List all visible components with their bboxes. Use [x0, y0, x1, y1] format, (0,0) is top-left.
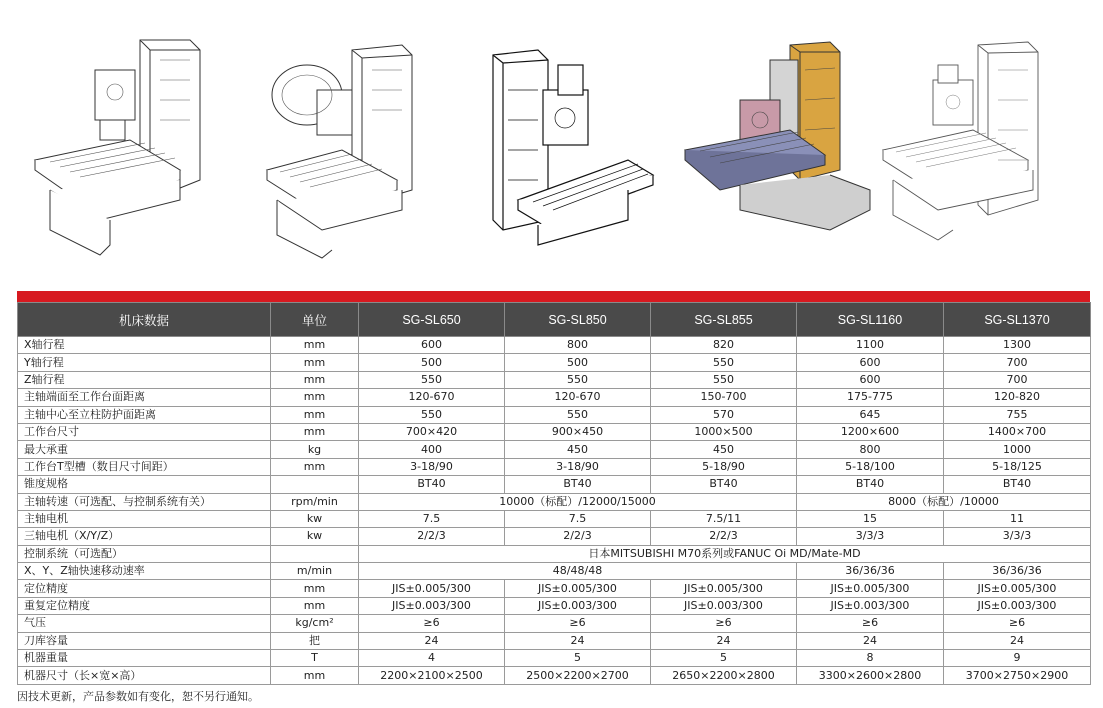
table-row — [18, 615, 1091, 632]
table-cell: 500 — [505, 354, 651, 371]
table-cell: 900×450 — [505, 423, 651, 440]
table-cell: BT40 — [505, 476, 651, 493]
table-row — [18, 389, 1091, 406]
row-label: Y轴行程 — [18, 354, 271, 371]
table-cell: 500 — [359, 354, 505, 371]
table-cell: JIS±0.005/300 — [505, 580, 651, 597]
table-row — [18, 476, 1091, 493]
row-label: 主轴转速（可选配、与控制系统有关） — [18, 493, 271, 510]
row-unit: mm — [271, 597, 359, 614]
table-cell: JIS±0.005/300 — [944, 580, 1091, 597]
table-cell: 600 — [797, 371, 944, 388]
row-unit: 把 — [271, 632, 359, 649]
table-cell: 700×420 — [359, 423, 505, 440]
table-cell: 3/3/3 — [944, 528, 1091, 545]
table-cell: 5-18/125 — [944, 458, 1091, 475]
table-cell: 550 — [359, 371, 505, 388]
row-unit: rpm/min — [271, 493, 359, 510]
row-label: 气压 — [18, 615, 271, 632]
header-cell: SG-SL1370 — [944, 303, 1091, 337]
row-label: 锥度规格 — [18, 476, 271, 493]
spec-table-body — [18, 337, 1091, 685]
row-unit — [271, 476, 359, 493]
table-cell: 450 — [651, 441, 797, 458]
row-unit: mm — [271, 371, 359, 388]
table-cell: BT40 — [359, 476, 505, 493]
row-label: X轴行程 — [18, 337, 271, 354]
table-cell: 3/3/3 — [797, 528, 944, 545]
table-cell: 8000（标配）/10000 — [797, 493, 1091, 510]
table-row — [18, 597, 1091, 614]
row-label: 最大承重 — [18, 441, 271, 458]
row-unit: kw — [271, 510, 359, 527]
header-cell: SG-SL1160 — [797, 303, 944, 337]
row-label: 重复定位精度 — [18, 597, 271, 614]
table-cell: 755 — [944, 406, 1091, 423]
table-cell: 5 — [505, 650, 651, 667]
table-cell: JIS±0.003/300 — [505, 597, 651, 614]
row-label: 主轴端面至工作台面距离 — [18, 389, 271, 406]
row-unit: mm — [271, 458, 359, 475]
row-label: 三轴电机（X/Y/Z） — [18, 528, 271, 545]
table-cell: JIS±0.003/300 — [359, 597, 505, 614]
row-unit: mm — [271, 580, 359, 597]
header-cell: SG-SL650 — [359, 303, 505, 337]
header-cell: SG-SL850 — [505, 303, 651, 337]
spec-table — [17, 302, 1091, 685]
table-cell: 800 — [797, 441, 944, 458]
row-label: 控制系统（可选配） — [18, 545, 271, 562]
header-cell: SG-SL855 — [651, 303, 797, 337]
row-unit: mm — [271, 667, 359, 684]
row-label: 机器重量 — [18, 650, 271, 667]
row-label: 工作台尺寸 — [18, 423, 271, 440]
table-cell: 1100 — [797, 337, 944, 354]
table-cell: 175-775 — [797, 389, 944, 406]
table-cell: 3300×2600×2800 — [797, 667, 944, 684]
table-row — [18, 493, 1091, 510]
table-cell: 24 — [505, 632, 651, 649]
table-cell: 150-700 — [651, 389, 797, 406]
table-cell: 1000×500 — [651, 423, 797, 440]
machine-illustration-1-icon — [30, 30, 220, 260]
table-cell: 700 — [944, 354, 1091, 371]
table-cell: 3-18/90 — [359, 458, 505, 475]
row-unit: mm — [271, 423, 359, 440]
row-label: 刀库容量 — [18, 632, 271, 649]
table-cell: 3-18/90 — [505, 458, 651, 475]
table-cell: 120-820 — [944, 389, 1091, 406]
row-unit: T — [271, 650, 359, 667]
table-cell: JIS±0.003/300 — [944, 597, 1091, 614]
table-cell: 5-18/90 — [651, 458, 797, 475]
row-label: 定位精度 — [18, 580, 271, 597]
table-cell: 36/36/36 — [797, 563, 944, 580]
row-label: 工作台T型槽（数目尺寸间距） — [18, 458, 271, 475]
table-row — [18, 337, 1091, 354]
table-cell: 550 — [505, 406, 651, 423]
table-cell: 120-670 — [359, 389, 505, 406]
table-cell: 400 — [359, 441, 505, 458]
table-row — [18, 354, 1091, 371]
table-cell: 4 — [359, 650, 505, 667]
row-unit: kg — [271, 441, 359, 458]
table-cell: 48/48/48 — [359, 563, 797, 580]
table-cell: 9 — [944, 650, 1091, 667]
table-cell: 7.5/11 — [651, 510, 797, 527]
table-cell: 24 — [944, 632, 1091, 649]
table-cell: 36/36/36 — [944, 563, 1091, 580]
table-cell: 800 — [505, 337, 651, 354]
row-label: X、Y、Z轴快速移动速率 — [18, 563, 271, 580]
table-cell: 10000（标配）/12000/15000 — [359, 493, 797, 510]
table-cell: 2/2/3 — [505, 528, 651, 545]
row-unit: mm — [271, 337, 359, 354]
table-cell: 3700×2750×2900 — [944, 667, 1091, 684]
table-cell: 24 — [359, 632, 505, 649]
table-cell: 700 — [944, 371, 1091, 388]
row-unit: kw — [271, 528, 359, 545]
table-cell: 2650×2200×2800 — [651, 667, 797, 684]
table-cell: 24 — [651, 632, 797, 649]
table-cell: 820 — [651, 337, 797, 354]
header-cell: 单位 — [271, 303, 359, 337]
table-cell: 550 — [359, 406, 505, 423]
table-cell: 5 — [651, 650, 797, 667]
table-row — [18, 667, 1091, 684]
footnote: 因技术更新，产品参数如有变化，恕不另行通知。 — [17, 690, 259, 703]
machine-illustration-3-icon — [478, 30, 658, 260]
table-row — [18, 632, 1091, 649]
table-cell: 1300 — [944, 337, 1091, 354]
table-cell: JIS±0.005/300 — [651, 580, 797, 597]
machine-illustration-4-icon — [680, 30, 880, 260]
table-cell: 550 — [651, 354, 797, 371]
table-cell: 7.5 — [359, 510, 505, 527]
table-cell: 1000 — [944, 441, 1091, 458]
table-cell: 7.5 — [505, 510, 651, 527]
header-cell: 机床数据 — [18, 303, 271, 337]
row-unit: mm — [271, 354, 359, 371]
row-unit — [271, 545, 359, 562]
table-row — [18, 563, 1091, 580]
table-cell: 2/2/3 — [359, 528, 505, 545]
table-row — [18, 406, 1091, 423]
table-cell: 24 — [797, 632, 944, 649]
row-unit: m/min — [271, 563, 359, 580]
table-row — [18, 441, 1091, 458]
table-cell: 2200×2100×2500 — [359, 667, 505, 684]
table-cell: 600 — [359, 337, 505, 354]
row-unit: mm — [271, 406, 359, 423]
table-cell: 11 — [944, 510, 1091, 527]
table-cell: 日本MITSUBISHI M70系列或FANUC Oi MD/Mate-MD — [359, 545, 1091, 562]
table-cell: 15 — [797, 510, 944, 527]
table-cell: 570 — [651, 406, 797, 423]
table-row — [18, 371, 1091, 388]
table-cell: 120-670 — [505, 389, 651, 406]
table-cell: ≥6 — [651, 615, 797, 632]
machine-illustration-2-icon — [262, 30, 442, 260]
table-cell: 600 — [797, 354, 944, 371]
row-unit: mm — [271, 389, 359, 406]
table-cell: BT40 — [797, 476, 944, 493]
table-cell: 5-18/100 — [797, 458, 944, 475]
table-row — [18, 458, 1091, 475]
row-label: 主轴电机 — [18, 510, 271, 527]
table-cell: ≥6 — [359, 615, 505, 632]
table-row — [18, 580, 1091, 597]
table-cell: 1200×600 — [797, 423, 944, 440]
table-cell: JIS±0.005/300 — [797, 580, 944, 597]
table-cell: 2/2/3 — [651, 528, 797, 545]
table-row — [18, 545, 1091, 562]
table-row — [18, 423, 1091, 440]
row-label: 机器尺寸（长×宽×高） — [18, 667, 271, 684]
table-row — [18, 650, 1091, 667]
table-cell: ≥6 — [505, 615, 651, 632]
table-cell: BT40 — [651, 476, 797, 493]
table-cell: 550 — [651, 371, 797, 388]
table-cell: JIS±0.003/300 — [651, 597, 797, 614]
accent-bar — [17, 291, 1090, 302]
machine-illustrations — [0, 0, 1103, 285]
table-cell: JIS±0.003/300 — [797, 597, 944, 614]
table-cell: 1400×700 — [944, 423, 1091, 440]
table-cell: JIS±0.005/300 — [359, 580, 505, 597]
table-row — [18, 528, 1091, 545]
table-cell: 2500×2200×2700 — [505, 667, 651, 684]
table-cell: ≥6 — [944, 615, 1091, 632]
row-label: Z轴行程 — [18, 371, 271, 388]
table-cell: 450 — [505, 441, 651, 458]
table-cell: 8 — [797, 650, 944, 667]
machine-illustration-5-icon — [878, 30, 1068, 260]
row-unit: kg/cm² — [271, 615, 359, 632]
table-row — [18, 510, 1091, 527]
table-cell: ≥6 — [797, 615, 944, 632]
table-cell: 550 — [505, 371, 651, 388]
table-header-row — [18, 303, 1091, 337]
table-cell: 645 — [797, 406, 944, 423]
row-label: 主轴中心至立柱防护面距离 — [18, 406, 271, 423]
table-cell: BT40 — [944, 476, 1091, 493]
